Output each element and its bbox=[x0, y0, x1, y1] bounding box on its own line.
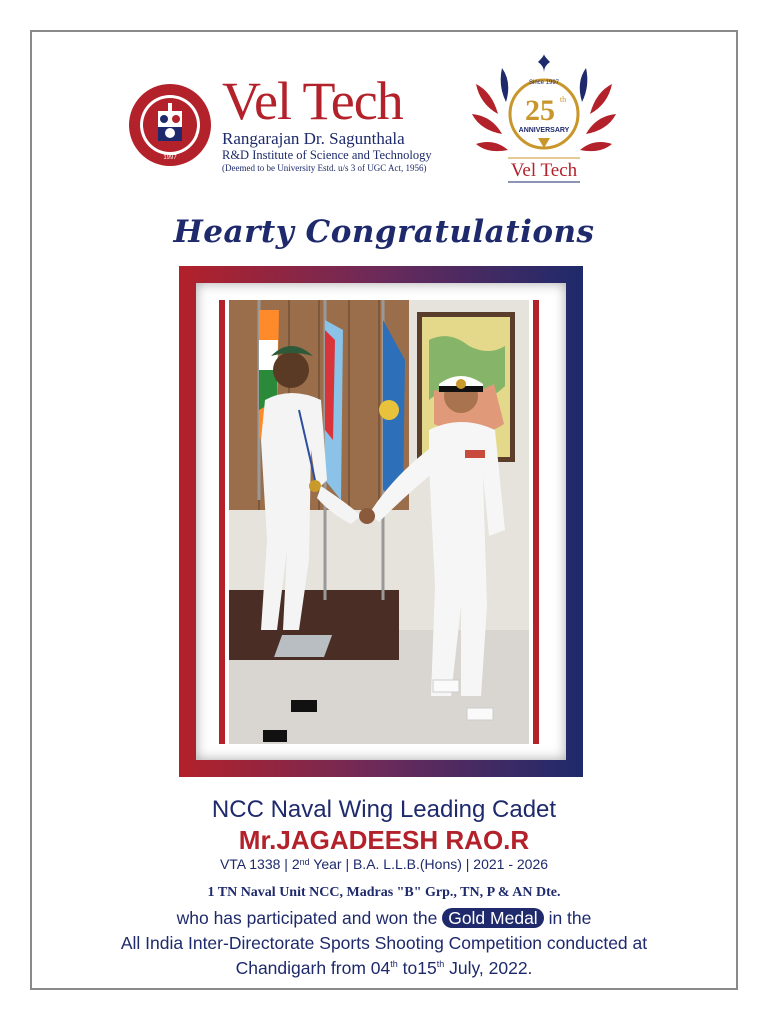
cadet-unit: 1 TN Naval Unit NCC, Madras "B" Grp., TN, P & AN Dte. bbox=[207, 885, 561, 900]
cadet-details: VTA 1338 | 2nd Year | B.A. L.L.B.(Hons) | 2021 - 2026 bbox=[219, 856, 549, 872]
photo-stripe-left bbox=[219, 300, 225, 744]
brand-deemed-note: (Deemed to be University Estd. u/s 3 of UGC Act, 1956) bbox=[222, 163, 427, 173]
brand-name: Vel Tech bbox=[222, 71, 403, 131]
svg-text:25: 25 bbox=[525, 94, 555, 127]
svg-text:ANNIVERSARY: ANNIVERSARY bbox=[518, 127, 570, 134]
achievement-line-2: All India Inter-Directorate Sports Shooting Competition conducted at bbox=[120, 933, 648, 953]
brand-institute: R&D Institute of Science and Technology bbox=[222, 148, 432, 162]
cadet-name: Mr.JAGADEESH RAO.R bbox=[238, 825, 530, 855]
headline: Hearty Congratulations bbox=[173, 214, 595, 250]
anniversary-emblem-logo bbox=[468, 54, 620, 194]
gold-medal-badge: Gold Medal bbox=[442, 908, 544, 928]
photo-stripe-right bbox=[533, 300, 539, 744]
svg-text:Since 1997: Since 1997 bbox=[528, 80, 560, 86]
achievement-line-1: who has participated and won the Gold Medal in the bbox=[176, 908, 592, 928]
svg-text:th: th bbox=[559, 95, 567, 104]
university-seal-logo bbox=[128, 83, 212, 167]
university-brand bbox=[222, 71, 452, 174]
svg-text:Vel Tech: Vel Tech bbox=[510, 160, 578, 181]
cadet-role: NCC Naval Wing Leading Cadet bbox=[211, 796, 557, 823]
achievement-line-3: Chandigarh from 04th to15th July, 2022. bbox=[235, 958, 533, 978]
brand-subtitle: Rangarajan Dr. Sagunthala bbox=[222, 129, 405, 148]
svg-text:1997: 1997 bbox=[163, 155, 177, 161]
cadet-handshake-photo bbox=[229, 300, 529, 744]
